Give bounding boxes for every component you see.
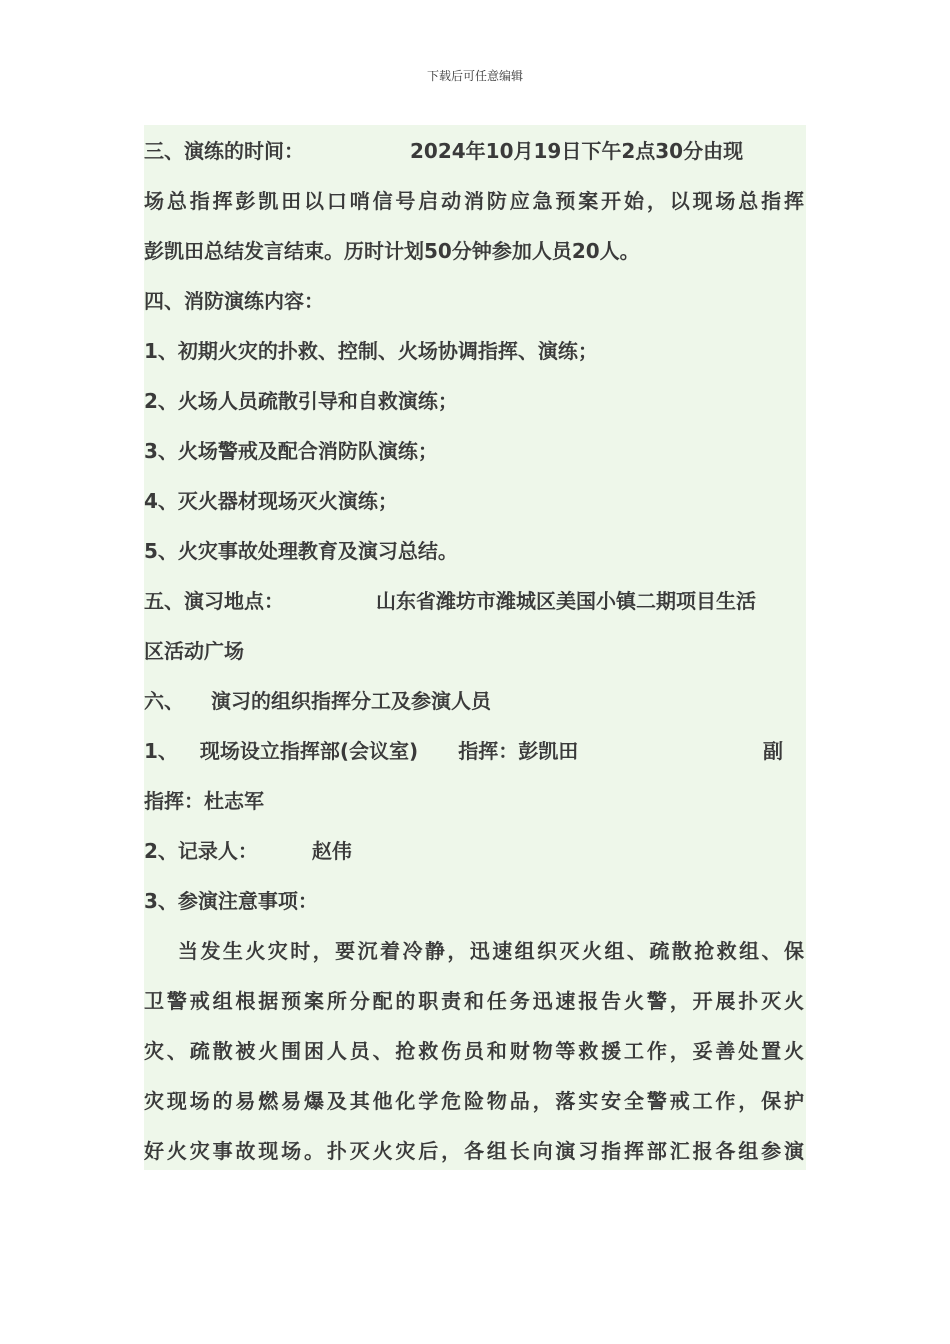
paragraph-line-3: 灾、疏散被火围困人员、抢救伤员和财物等救援工作，妥善处置火 xyxy=(144,1039,804,1063)
section-6-item-2 xyxy=(144,826,352,876)
list-item: 1、初期火灾的扑救、控制、火场协调指挥、演练； xyxy=(144,339,598,363)
section-3-label: 三、演练的时间： xyxy=(144,139,304,163)
section-6-heading xyxy=(144,676,491,726)
section-3-line-3: 彭凯田总结发言结束。历时计划50分钟参加人员20人。 xyxy=(144,239,640,263)
document-body xyxy=(144,125,806,1170)
section-5-location: 山东省潍坊市潍城区美国小镇二期项目生活 xyxy=(376,589,756,613)
list-item: 5、火灾事故处理教育及演习总结。 xyxy=(144,539,458,563)
item-2-name: 赵伟 xyxy=(311,839,352,863)
paragraph-line-1: 当发生火灾时，要沉着冷静，迅速组织灭火组、疏散抢救组、保 xyxy=(178,939,804,963)
item-1-text: 现场设立指挥部(会议室) xyxy=(199,739,419,763)
section-6-label: 六、 xyxy=(144,689,184,713)
item-1-vice-a: 副 xyxy=(763,739,783,763)
section-3-line-1 xyxy=(144,126,743,176)
page-header: 下载后可任意编辑 xyxy=(426,69,523,83)
section-6-item-3-label: 3、参演注意事项： xyxy=(144,889,318,913)
section-5-line-1 xyxy=(144,576,756,626)
list-item: 2、火场人员疏散引导和自救演练； xyxy=(144,389,458,413)
list-item: 4、灭火器材现场灭火演练； xyxy=(144,489,398,513)
section-6-item-1 xyxy=(144,726,804,776)
section-3-line-2: 场总指挥彭凯田以口哨信号启动消防应急预案开始，以现场总指挥 xyxy=(144,189,804,213)
section-4-label: 四、消防演练内容： xyxy=(144,289,324,313)
section-6-title: 演习的组织指挥分工及参演人员 xyxy=(211,689,491,713)
item-2-label: 2、记录人： xyxy=(144,839,258,863)
item-1-number: 1、 xyxy=(144,739,178,763)
paragraph-line-2: 卫警戒组根据预案所分配的职责和任务迅速报告火警，开展扑灭火 xyxy=(144,989,804,1013)
item-1-vice-commander: 指挥：杜志军 xyxy=(144,789,264,813)
section-5-line-2: 区活动广场 xyxy=(144,639,244,663)
paragraph-line-4: 灾现场的易燃易爆及其他化学危险物品，落实安全警戒工作，保护 xyxy=(144,1089,804,1113)
item-1-commander: 指挥：彭凯田 xyxy=(458,739,579,763)
paragraph-line-5: 好火灾事故现场。扑灭火灾后，各组长向演习指挥部汇报各组参演 xyxy=(144,1139,804,1163)
section-3-time: 2024年10月19日下午2点30分由现 xyxy=(410,139,744,163)
list-item: 3、火场警戒及配合消防队演练； xyxy=(144,439,438,463)
section-5-label: 五、演习地点： xyxy=(144,589,284,613)
